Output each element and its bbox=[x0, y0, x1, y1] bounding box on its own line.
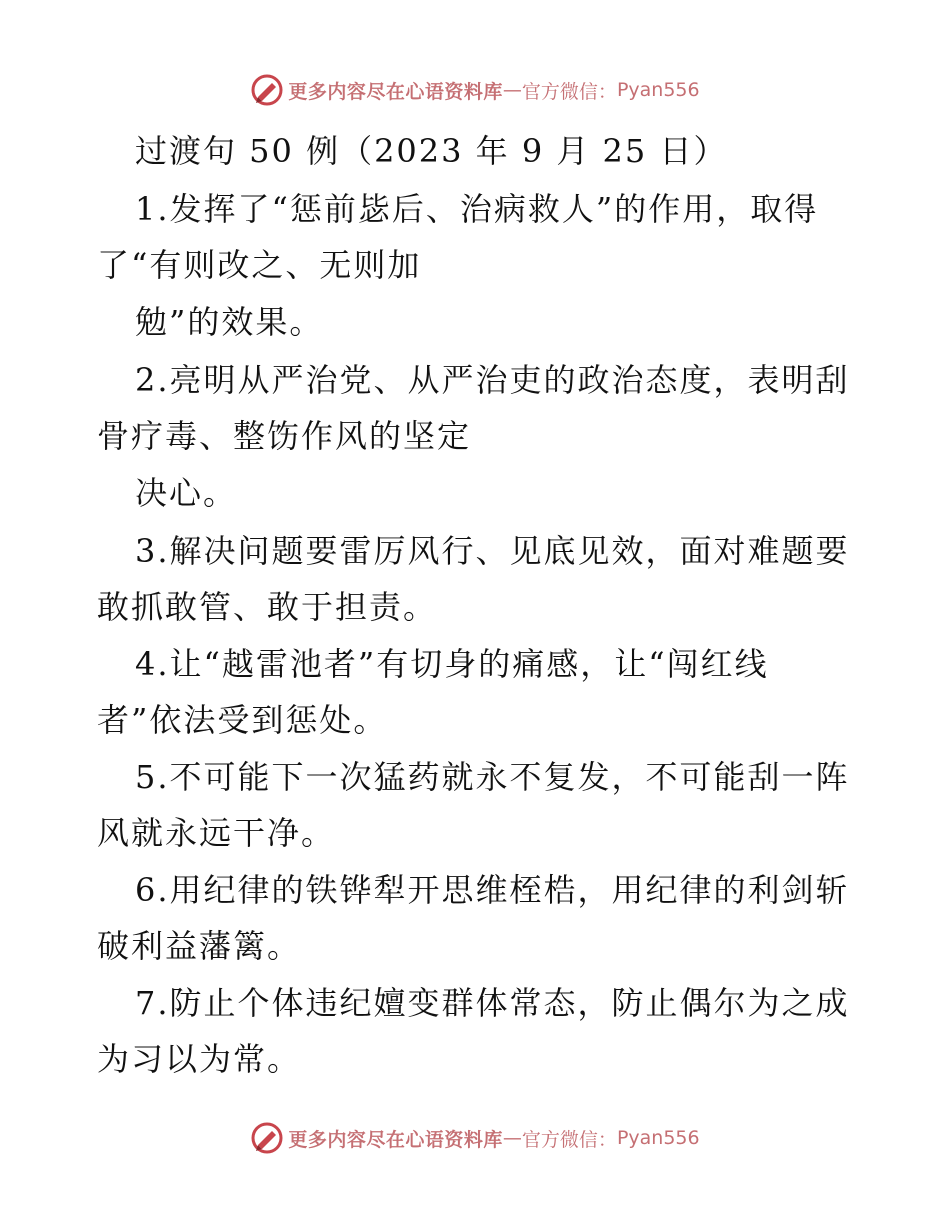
item-5-line-1: 5.不可能下一次猛药就永不复发，不可能刮一阵 bbox=[135, 758, 850, 796]
item-5-line-2: 风就永远干净。 bbox=[97, 814, 336, 852]
watermark-brand: 更多内容尽在心语资料库 bbox=[288, 80, 503, 103]
item-3-line-2: 敢抓敢管、敢于担责。 bbox=[97, 588, 438, 626]
watermark-official: 官方微信： bbox=[521, 80, 617, 103]
item-3-line-1: 3.解决问题要雷厉风行、见底见效，面对难题要 bbox=[135, 532, 850, 570]
watermark-separator: — bbox=[502, 79, 522, 101]
item-1-line-2: 了“有则改之、无则加 bbox=[97, 246, 422, 284]
pen-logo-icon bbox=[250, 73, 284, 107]
watermark-account: Pyan556 bbox=[616, 1127, 700, 1149]
item-6-line-2: 破利益藩篱。 bbox=[97, 927, 302, 965]
item-6-line-1: 6.用纪律的铁铧犁开思维桎梏，用纪律的利剑斩 bbox=[135, 871, 850, 909]
watermark-account: Pyan556 bbox=[616, 79, 700, 101]
item-1-line-1: 1.发挥了“惩前毖后、治病救人”的作用，取得 bbox=[135, 190, 819, 228]
item-2-line-1: 2.亮明从严治党、从严治吏的政治态度，表明刮 bbox=[135, 361, 850, 399]
item-4-line-2: 者”依法受到惩处。 bbox=[97, 701, 388, 739]
item-4-line-1: 4.让“越雷池者”有切身的痛感，让“闯红线 bbox=[135, 645, 769, 683]
item-1-line-3: 勉”的效果。 bbox=[135, 303, 324, 341]
item-7-line-1: 7.防止个体违纪嬗变群体常态，防止偶尔为之成 bbox=[135, 984, 850, 1022]
item-2-line-2: 骨疗毒、整饬作风的坚定 bbox=[97, 417, 472, 455]
item-7-line-2: 为习以为常。 bbox=[97, 1040, 302, 1078]
header-watermark bbox=[0, 70, 950, 110]
watermark-official: 官方微信： bbox=[521, 1128, 617, 1151]
watermark-separator: — bbox=[502, 1127, 522, 1149]
watermark-brand: 更多内容尽在心语资料库 bbox=[288, 1128, 503, 1151]
document-body bbox=[97, 122, 857, 1087]
document-title: 过渡句 50 例（2023 年 9 月 25 日） bbox=[135, 132, 728, 170]
pen-logo-icon bbox=[250, 1121, 284, 1155]
item-2-line-3: 决心。 bbox=[135, 474, 238, 512]
footer-watermark bbox=[0, 1118, 950, 1158]
